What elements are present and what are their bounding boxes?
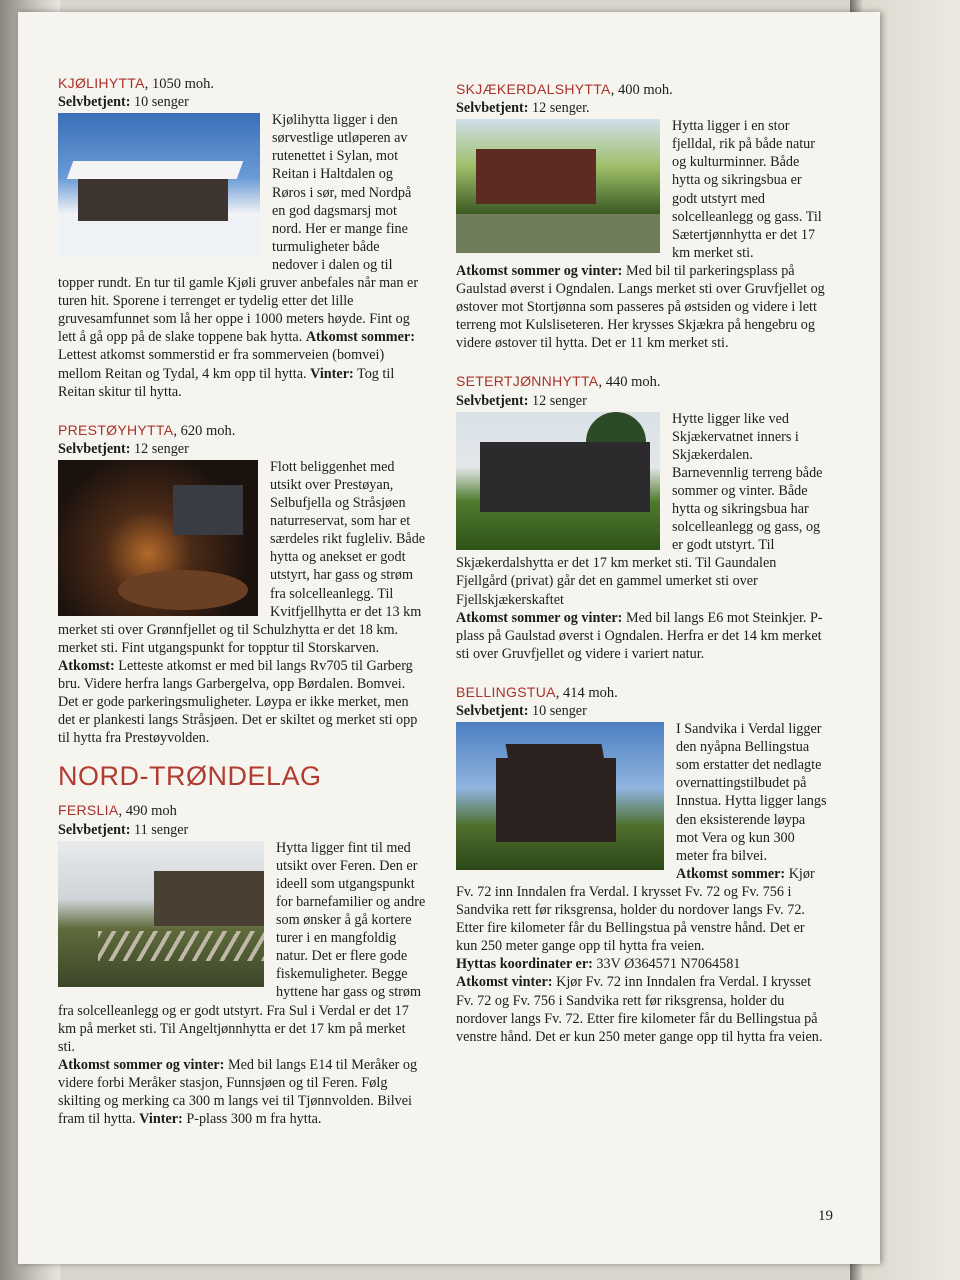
beds-value: 11 senger bbox=[130, 821, 189, 838]
hut-altitude: , 490 moh bbox=[118, 803, 177, 820]
hut-photo bbox=[456, 119, 660, 253]
entry-title bbox=[456, 80, 828, 99]
hut-altitude: , 620 moh. bbox=[173, 422, 236, 439]
entry-ferslia bbox=[58, 801, 426, 1128]
entry-title bbox=[58, 74, 426, 93]
hut-photo bbox=[58, 841, 264, 987]
entry-title bbox=[456, 683, 828, 702]
photo-window bbox=[173, 485, 243, 535]
entry-prestoyhytta bbox=[58, 421, 426, 748]
access-label: Atkomst sommer og vinter: bbox=[58, 1056, 225, 1073]
winter-label: Atkomst vinter: bbox=[456, 974, 553, 991]
book-page bbox=[18, 12, 880, 1264]
hut-name: SETERTJØNNHYTTA bbox=[456, 373, 599, 390]
entry-body: Hytta ligger i en stor fjelldal, rik på både natur og kulturminner. Både hytta og sikringsbua er godt utstyrt med solcelleanlegg og gass. Til Sætertjønnhytta er det 17 km merket sti. bbox=[672, 118, 822, 261]
beds-label: Selvbetjent: bbox=[456, 392, 529, 409]
entry-skjaerdalshytta bbox=[456, 80, 828, 352]
beds-value: 10 senger bbox=[528, 703, 587, 719]
photo-rock bbox=[456, 214, 660, 253]
beds-line bbox=[58, 440, 426, 458]
beds-line bbox=[58, 821, 426, 839]
winter-label: Vinter: bbox=[139, 1111, 183, 1128]
photo-house bbox=[496, 758, 616, 842]
beds-value: 12 senger bbox=[528, 392, 587, 409]
entry-title bbox=[456, 372, 828, 391]
entry-body: Kjølihytta ligger i den sørvestlige utløperen av rutenettet i Sylan, mot Reitan i Haltdalen og Røros i sør, med Nordpå en god dagsmarsj mot nord. Her er mange fine turmuligheter både nedover i dalen og til topper rundt. En tur til gamle Kjøli gruver anbefales når man er turen hit. Sporene i terrenget er tydelig etter det lille gruvesamfunnet som lå her oppe i 1000 meters høyde. Fint og lett å gå opp på de slake toppene bak hytta. bbox=[58, 112, 419, 346]
entry-body: Flott beliggenhet med utsikt over Prestøyan, Selbufjella og Stråsjøen naturreservat, som har et særdeles rikt fugleliv. Både hytta og anekset er godt utstyrt, har gass og strøm fra solcelleanlegg. Til Kvitfjellhytta er det 13 km merket sti over Grønnfjellet og til Schulzhytta er det 18 km. merket sti. Fint utgangspunkt for topptur til Storskarven. bbox=[58, 458, 426, 656]
entry-title bbox=[58, 421, 426, 440]
access-label: Atkomst: bbox=[58, 657, 115, 674]
hut-name: KJØLIHYTTA bbox=[58, 75, 145, 91]
hut-name: BELLINGSTUA bbox=[456, 683, 556, 700]
entry-title bbox=[58, 801, 426, 820]
beds-line bbox=[456, 99, 828, 117]
access-label: Atkomst sommer og vinter: bbox=[456, 609, 623, 626]
winter-label: Vinter: bbox=[310, 365, 354, 382]
winter-text: Kjør Fv. 72 inn Inndalen fra Verdal. I krysset Fv. 72 og Fv. 756 i Sandvika rett før riksgrensa, holder du nordover langs Fv. 72. Etter fire kilometer får du Bellingstua på venstre hånd. Det er kun 250 meter gange opp til hytta fra veien. bbox=[456, 974, 823, 1045]
hut-altitude: , 440 moh. bbox=[598, 374, 661, 391]
access-text: Med bil langs E14 til Meråker og videre forbi Meråker stasjon, Funnsjøen og til Feren. Følg skilting og merking ca 300 m langs vei til Tjønnvolden. Bilvei fram til hytta. bbox=[58, 1056, 418, 1128]
page-number: 19 bbox=[818, 1208, 833, 1224]
beds-value: 12 senger. bbox=[528, 100, 590, 117]
beds-line bbox=[456, 702, 828, 720]
entry-body: I Sandvika i Verdal ligger den nyåpna Bellingstua som erstatter det nedlagte overnattingstilbudet på Innstua. Hytta ligger langs den eksisterende løypa mot Vera og kun 300 meter fra bilvei. bbox=[676, 721, 827, 864]
hut-altitude: , 1050 moh. bbox=[144, 76, 215, 92]
beds-value: 10 senger bbox=[130, 94, 189, 111]
left-column bbox=[58, 74, 426, 1148]
access-text: Med bil til parkeringsplass på Gaulstad øverst i Ogndalen. Langs merket sti over Gruvfjellet og østover mot Stortjønna som passeres på østsiden og videre i lett terreng mot Kulsliseteren. Her krysses Skjækra på hengebru og videre østover til hytta. Det er 11 km merket sti. bbox=[456, 262, 825, 352]
access-text: Letteste atkomst er med bil langs Rv705 til Garberg bru. Videre herfra langs Garbergelva, opp Børdalen. Bomvei. Det er gode parkeringsmuligheter. Løypa er ikke merket, men det er plankesti langs Stråsjøen. Det er skiltet og merket sti opp til hytta fra Prestøyvolden. bbox=[58, 657, 418, 747]
hut-name: FERSLIA bbox=[58, 802, 119, 819]
beds-line bbox=[456, 392, 828, 410]
hut-photo bbox=[456, 722, 664, 870]
beds-label: Selvbetjent: bbox=[58, 821, 131, 838]
winter-text: P-plass 300 m fra hytta. bbox=[182, 1111, 322, 1128]
hut-name: PRESTØYHYTTA bbox=[58, 421, 174, 438]
entry-kjolihytta bbox=[58, 74, 426, 401]
photo-house bbox=[154, 871, 264, 926]
hut-photo bbox=[58, 113, 260, 257]
access-label: Atkomst sommer og vinter: bbox=[456, 262, 623, 279]
hut-name: SKJÆKERDALSHYTTA bbox=[456, 81, 611, 97]
beds-label: Selvbetjent: bbox=[456, 100, 529, 117]
region-heading: NORD-TRØNDELAG bbox=[58, 761, 322, 792]
photo-house bbox=[78, 173, 228, 223]
photo-house bbox=[476, 149, 596, 204]
beds-label: Selvbetjent: bbox=[456, 703, 529, 719]
coordinates-text: 33V Ø364571 N7064581 bbox=[592, 956, 741, 973]
photo-house bbox=[480, 442, 650, 512]
beds-label: Selvbetjent: bbox=[58, 440, 131, 457]
access-label: Atkomst sommer: bbox=[676, 865, 786, 882]
beds-line bbox=[58, 93, 426, 111]
entry-bellingstua bbox=[456, 683, 828, 1046]
access-text: Lettest atkomst sommerstid er fra sommerveien (bomvei) mellom Reitan og Tydal, 4 km opp til hytta. bbox=[58, 347, 385, 382]
entry-setertjonnhytta bbox=[456, 372, 828, 663]
coordinates-label: Hyttas koordinater er: bbox=[456, 956, 593, 973]
right-column bbox=[456, 80, 828, 1066]
access-text: Kjør Fv. 72 inn Inndalen fra Verdal. I krysset Fv. 72 og Fv. 756 i Sandvika rett før riksgrensa, holder du nordover langs Fv. 72. Etter fire kilometer får du Bellingstua på venstre hånd. Det er kun 250 meter gange opp til hytta fra veien. bbox=[456, 865, 815, 955]
entry-body: Hytte ligger like ved Skjækervatnet inners i Skjækerdalen. Barnevennlig terreng både sommer og vinter. Både hytta og sikringsbua har solcelleanlegg og gass, og er godt utstyrt. Til Skjækerdalshytta er det 17 km merket sti. Til Gaundalen Fjellgård (privat) går det en gammel umerket sti over Fjellskjækerskaftet bbox=[456, 410, 823, 608]
hut-photo bbox=[58, 460, 258, 616]
beds-value: 12 senger bbox=[130, 440, 189, 457]
photo-table bbox=[118, 570, 248, 610]
photo-fence bbox=[98, 931, 264, 961]
entry-body: Hytta ligger fint til med utsikt over Feren. Den er ideell som utgangspunkt for barnefamilier og andre som ønsker å gå kortere turer i en mangfoldig natur. Det er flere gode fiskemuligheter. Begge hyttene har gass og strøm fra solcelleanlegg og er godt utstyrt. Fra Sul i Verdal er det 17 km på merket sti. Til Angeltjønnhytta er det 17 km på merket sti. bbox=[58, 839, 426, 1055]
access-label: Atkomst sommer: bbox=[305, 329, 415, 346]
photo-roof bbox=[67, 161, 244, 179]
hut-altitude: , 414 moh. bbox=[555, 684, 618, 701]
photo-snow bbox=[58, 221, 260, 257]
beds-label: Selvbetjent: bbox=[58, 94, 131, 111]
access-text: Med bil langs E6 mot Steinkjer. P-plass på Gaulstad øverst i Ogndalen. Herfra er det 14 km merket sti over Gruvfjellet og videre i variert natur. bbox=[456, 609, 823, 662]
hut-altitude: , 400 moh. bbox=[610, 82, 673, 98]
winter-text: Tog til Reitan skitur til hytta. bbox=[58, 365, 395, 400]
hut-photo bbox=[456, 412, 660, 550]
